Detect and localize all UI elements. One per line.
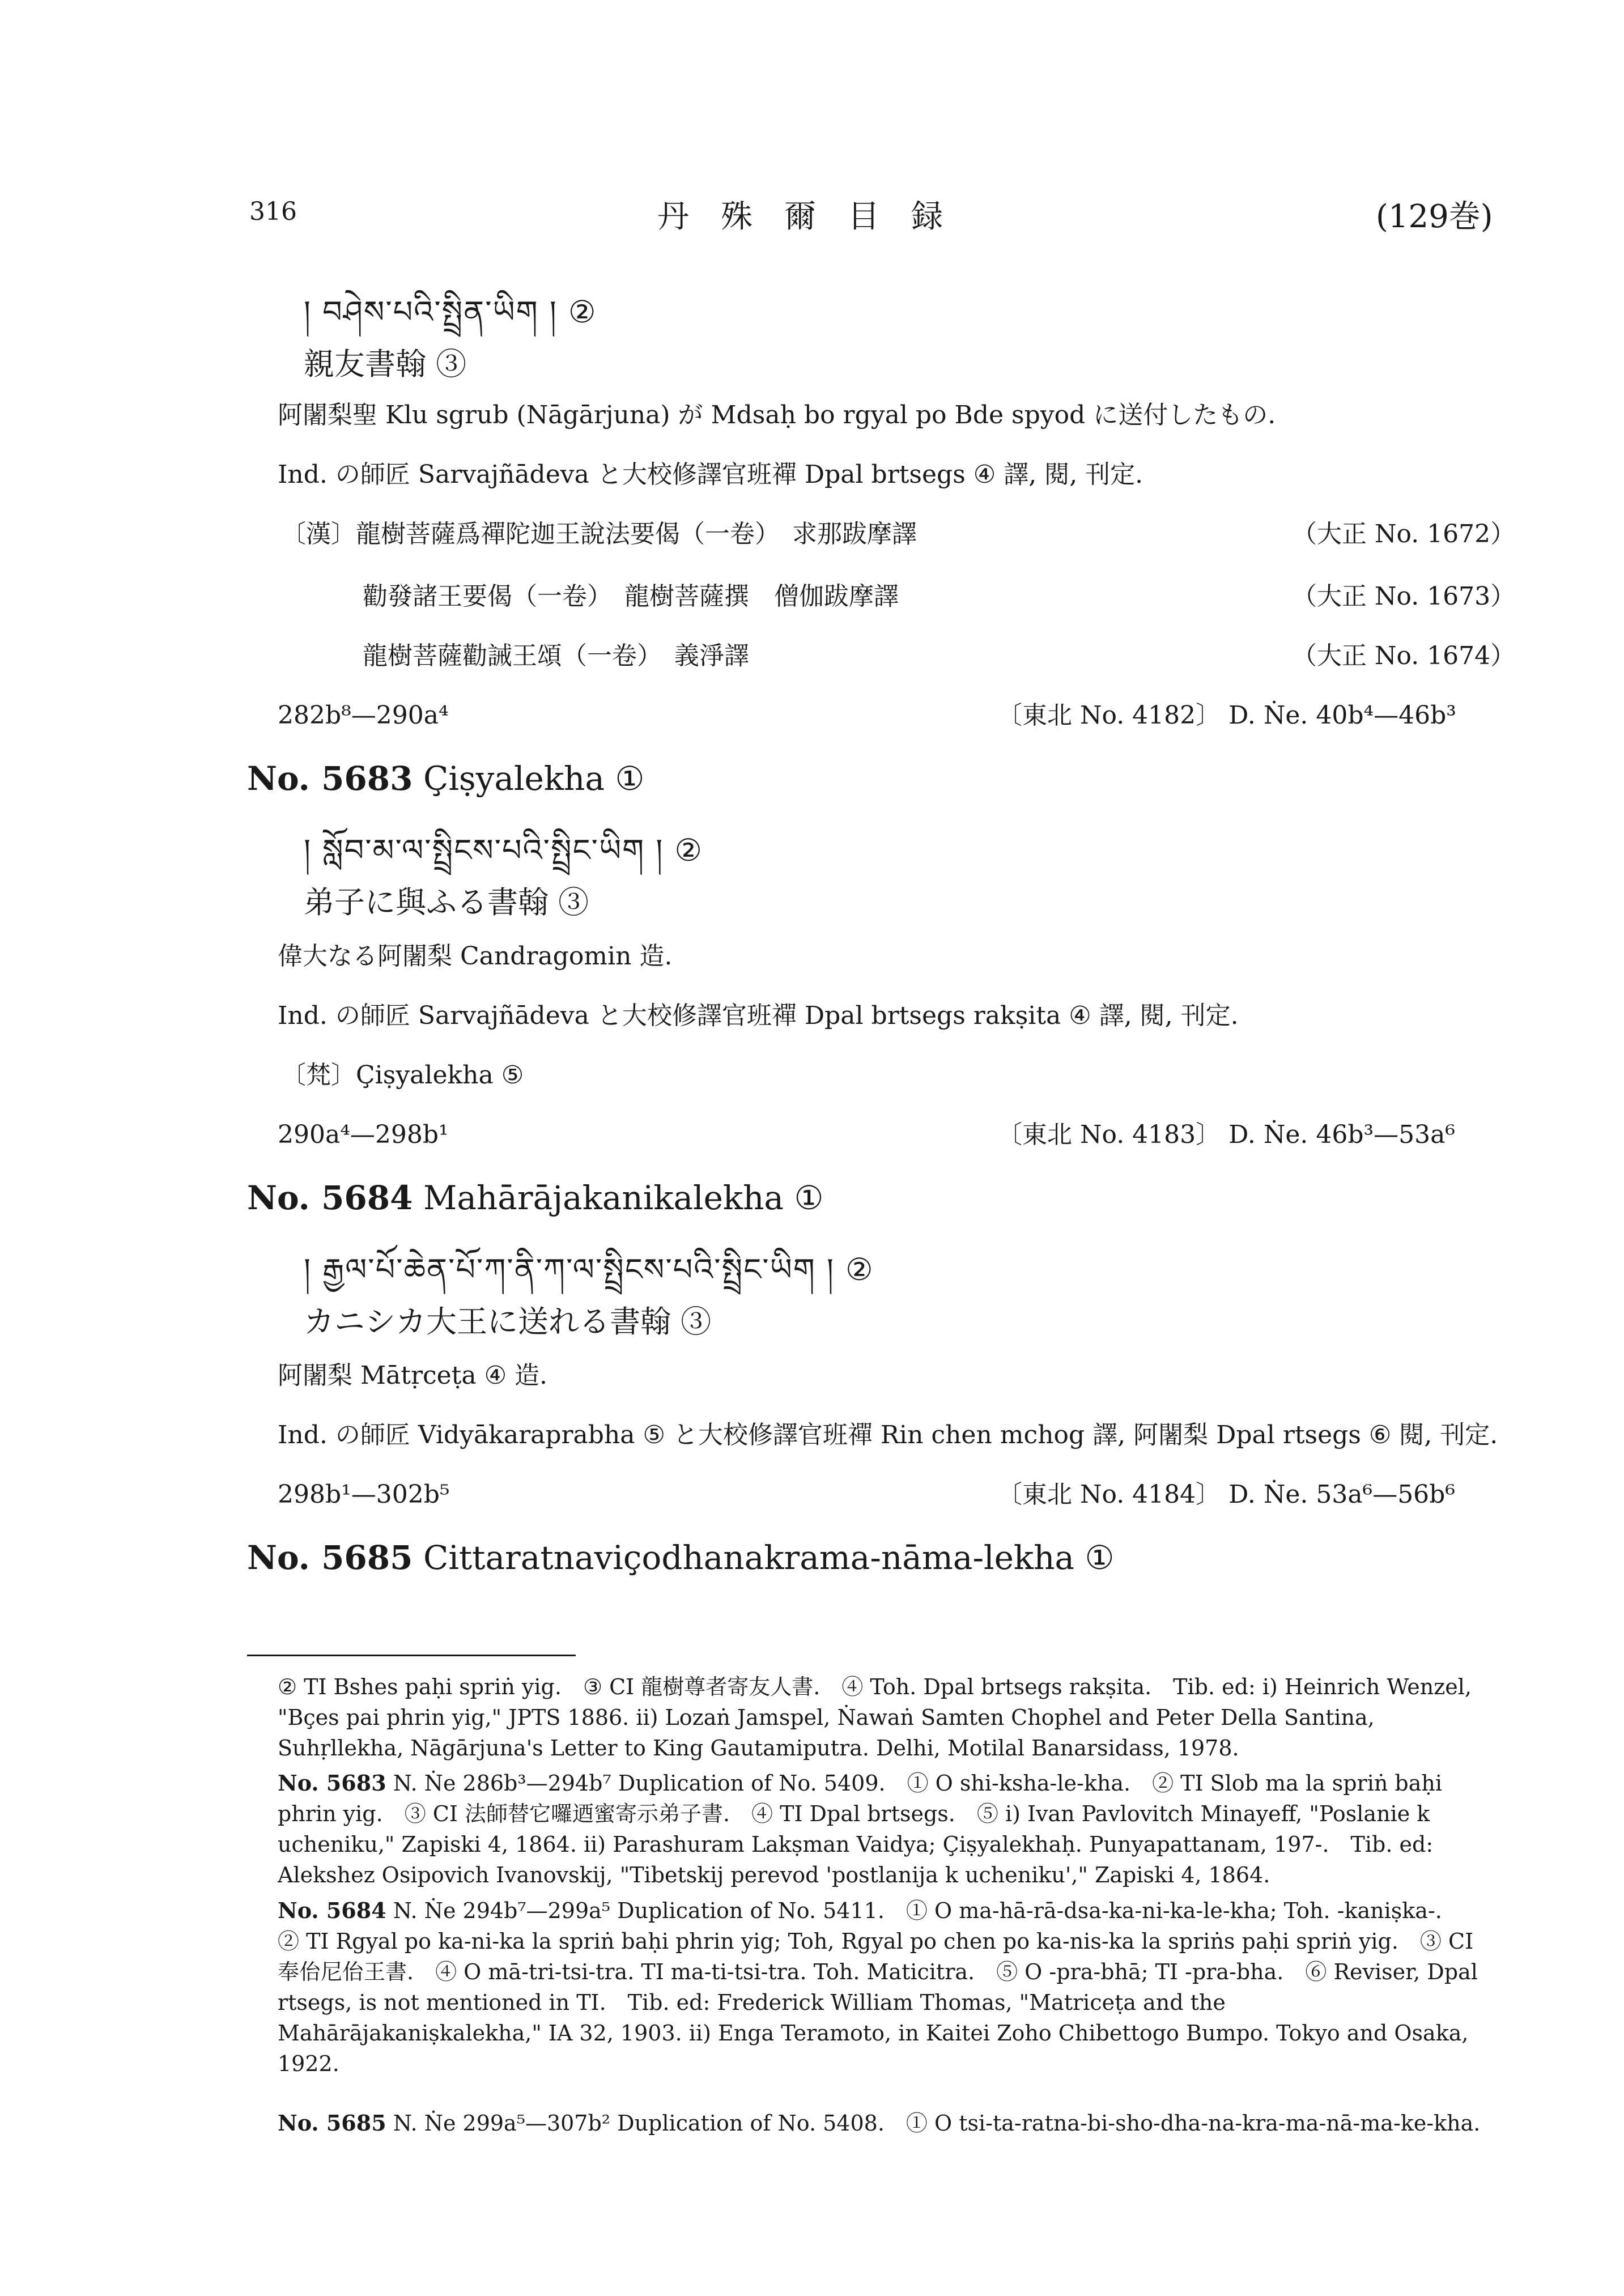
entry-title: Çiṣyalekha ① bbox=[423, 759, 645, 798]
footnote-text: N. Ṅe 286b³—294b⁷ Duplication of No. 5409. ① O shi-ksha-le-kha. ② TI Slob ma la spriṅ baḥi phrin yig. ③ CI 法師替它囉迺蜜寄示弟子書. ④ TI Dpal brtsegs. ⑤ i) Ivan Pavlovitch Minayeff, "Poslanie k ucheniku," Zapiski 4, 1864. ii) Parashuram Lakṣman Vaidya; Çiṣyalekhaḥ. Punyapattanam, 197-. Tib. ed: Alekshez Osipovich Ivanovskij, "Tibetskij perevod 'postlanija k ucheniku'," Zapiski 4, 1864. bbox=[278, 1771, 1443, 1887]
entry-number: No. 5684 bbox=[247, 1179, 413, 1217]
folio-range: 282b⁸—290a⁴ bbox=[278, 701, 449, 730]
translator-line: Ind. の師匠 Vidyākaraprabha ⑤ と大校修譯官班禪 Rin chen mchog 譯, 阿闍梨 Dpal rtsegs ⑥ 閱, 刊定. bbox=[278, 1421, 1498, 1449]
tibetan-title: ། བཤེས་པའི་སྤྲིན་ཡིག ། ② bbox=[304, 294, 597, 330]
entry-title: Mahārājakanikalekha ① bbox=[423, 1179, 824, 1217]
footnote bbox=[278, 1768, 1485, 1890]
translator-line: Ind. の師匠 Sarvajñādeva と大校修譯官班禪 Dpal brtsegs ④ 譯, 閱, 刊定. bbox=[278, 460, 1143, 489]
entry-number: No. 5683 bbox=[247, 759, 413, 798]
footnote bbox=[278, 1895, 1485, 2079]
entry-number: No. 5685 bbox=[247, 1538, 413, 1577]
volume-label: (129巻) bbox=[1376, 198, 1493, 235]
author-line: 阿闍梨聖 Klu sgrub (Nāgārjuna) が Mdsaḥ bo rgyal po Bde spyod に送付したもの. bbox=[278, 401, 1276, 430]
entry-header bbox=[247, 1179, 823, 1217]
author-line: 阿闍梨 Mātṛceṭa ④ 造. bbox=[278, 1361, 547, 1390]
entry-title: Cittaratnaviçodhanakrama-nāma-lekha ① bbox=[423, 1538, 1115, 1577]
footnote-text: N. Ṅe 299a⁵—307b² Duplication of No. 5408. ① O tsi-ta-ratna-bi-sho-dha-na-kra-ma-nā-ma-ke-kha. bbox=[393, 2111, 1481, 2136]
footnote-label: No. 5683 bbox=[278, 1770, 386, 1796]
japanese-title: 親友書翰 ③ bbox=[304, 346, 467, 382]
folio-range: 298b¹—302b⁵ bbox=[278, 1480, 450, 1509]
sanskrit-title: 〔梵〕Çiṣyalekha ⑤ bbox=[281, 1061, 524, 1090]
entry-header bbox=[247, 1538, 1114, 1577]
parallel-text: 勸發諸王要偈（一卷） 龍樹菩薩撰 僧伽跋摩譯 bbox=[363, 582, 899, 611]
parallel-ref: （大正 No. 1673） bbox=[1292, 582, 1516, 611]
japanese-title: カニシカ大王に送れる書翰 ③ bbox=[304, 1304, 712, 1340]
parallel-ref: （大正 No. 1672） bbox=[1292, 520, 1516, 549]
footnote-text: N. Ṅe 294b⁷—299a⁵ Duplication of No. 5411. ① O ma-hā-rā-dsa-ka-ni-ka-le-kha; Toh. -kaniṣka-. ② TI Rgyal po ka-ni-ka la spriṅ baḥi phrin yig; Toh, Rgyal po chen po ka-nis-ka la spriṅs paḥi spriṅ yig. ③ CI 奉佁尼佁王書. ④ O mā-tri-tsi-tra. TI ma-ti-tsi-tra. Toh. Maticitra. ⑤ O -pra-bhā; TI -pra-bha. ⑥ Reviser, Dpal rtsegs, is not mentioned in TI. Tib. ed: Frederick William Thomas, "Matriceṭa and the Mahārājakaniṣkalekha," IA 32, 1903. ii) Enga Teramoto, in Kaitei Zoho Chibettogo Bumpo. Tokyo and Osaka, 1922. bbox=[278, 1898, 1478, 2076]
tohoku-ref: 〔東北 No. 4183〕 D. Ṅe. 46b³—53a⁶ bbox=[997, 1120, 1455, 1149]
tohoku-ref: 〔東北 No. 4182〕 D. Ṅe. 40b⁴—46b³ bbox=[997, 701, 1456, 730]
footnote-text: ② TI Bshes paḥi spriṅ yig. ③ CI 龍樹尊者寄友人書. ④ Toh. Dpal brtsegs rakṣita. Tib. ed: i) Heinrich Wenzel, "Bçes pai phrin yig," JPTS 1886. ii) Lozaṅ Jamspel, Ṅawaṅ Samten Chophel and Peter Della Santina, Suhṛllekha, Nāgārjuna's Letter to King Gautamiputra. Delhi, Motilal Banarsidass, 1978. bbox=[278, 1674, 1472, 1761]
parallel-text: 〔漢〕龍樹菩薩爲禪陀迦王說法要偈（一卷） 求那跋摩譯 bbox=[281, 520, 917, 549]
tibetan-title: ། རྒྱལ་པོ་ཆེན་པོ་ཀ་ནི་ཀ་ལ་སྤྲིངས་པའི་སྤྲིང་ཡིག ། ② bbox=[304, 1252, 874, 1287]
parallel-ref: （大正 No. 1674） bbox=[1292, 641, 1516, 670]
footnote bbox=[278, 1672, 1485, 1763]
folio-range: 290a⁴—298b¹ bbox=[278, 1120, 449, 1149]
translator-line: Ind. の師匠 Sarvajñādeva と大校修譯官班禪 Dpal brtsegs rakṣita ④ 譯, 閱, 刊定. bbox=[278, 1001, 1239, 1030]
page-number: 316 bbox=[249, 197, 297, 226]
footnote-divider bbox=[247, 1655, 576, 1656]
parallel-text: 龍樹菩薩勸誡王頌（一卷） 義淨譯 bbox=[363, 641, 749, 670]
entry-header bbox=[247, 759, 644, 798]
footnote bbox=[278, 2108, 1485, 2138]
page-title: 丹 殊 爾 目 録 bbox=[657, 198, 943, 235]
tohoku-ref: 〔東北 No. 4184〕 D. Ṅe. 53a⁶—56b⁶ bbox=[997, 1480, 1455, 1509]
author-line: 偉大なる阿闍梨 Candragomin 造. bbox=[278, 942, 673, 971]
tibetan-title: ། སློབ་མ་ལ་སྤྲིངས་པའི་སྤྲིང་ཡིག ། ② bbox=[304, 832, 703, 868]
japanese-title: 弟子に與ふる書翰 ③ bbox=[304, 885, 589, 920]
footnote-label: No. 5684 bbox=[278, 1898, 386, 1923]
footnote-label: No. 5685 bbox=[278, 2110, 386, 2136]
